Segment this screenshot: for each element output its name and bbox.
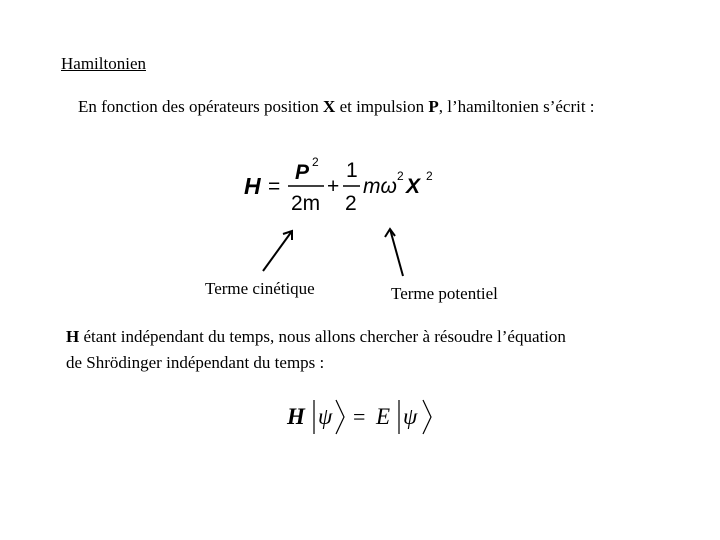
potential-term-label: Terme potentiel [391,284,498,303]
schrodinger-equals: = [353,404,366,429]
paragraph-line1 [66,324,566,350]
p-operator: P [428,97,439,116]
ket-angle-left [336,400,344,434]
kinetic-term-label: Terme cinétique [205,279,315,298]
omega-exponent: 2 [397,169,404,183]
schrodinger-paragraph [66,324,566,376]
paragraph-line2: de Shrödinger indépendant du temps : [66,353,325,372]
potential-arrow-shaft [390,229,403,276]
p-exponent: 2 [312,155,319,169]
ket-psi-right: ψ [403,404,418,429]
p-numerator: P [295,161,310,184]
ket-psi-left: ψ [318,404,333,429]
plus-sign: + [327,175,340,198]
x-exponent: 2 [426,169,433,183]
hamiltonian-formula [244,155,433,215]
schrodinger-formula [286,400,431,434]
energy-symbol: E [376,404,391,429]
potential-arrow-head [385,229,395,237]
paragraph-line1-text: étant indépendant du temps, nous allons chercher à résoudre l’équation [79,327,566,346]
half-denominator: 2 [345,192,357,215]
h-operator: H [66,327,80,346]
hamiltonian-equals: = [268,175,281,198]
x-operator-formula: X [406,175,421,198]
x-operator: X [323,97,336,116]
intro-part1: En fonction des opérateurs position [78,97,324,116]
intro-part2: et impulsion [335,97,429,116]
m-omega: mω [363,175,397,198]
ket-angle-right [423,400,431,434]
kinetic-arrow-shaft [263,231,292,271]
section-title: Hamiltonien [61,54,146,73]
kinetic-denominator: 2m [291,192,321,215]
hamiltonian-lhs: H [244,173,261,199]
annotation-arrows [263,229,403,276]
half-numerator: 1 [346,159,358,182]
intro-part3: , l’hamiltonien s’écrit : [438,97,595,116]
schrodinger-lhs: H [287,404,305,429]
